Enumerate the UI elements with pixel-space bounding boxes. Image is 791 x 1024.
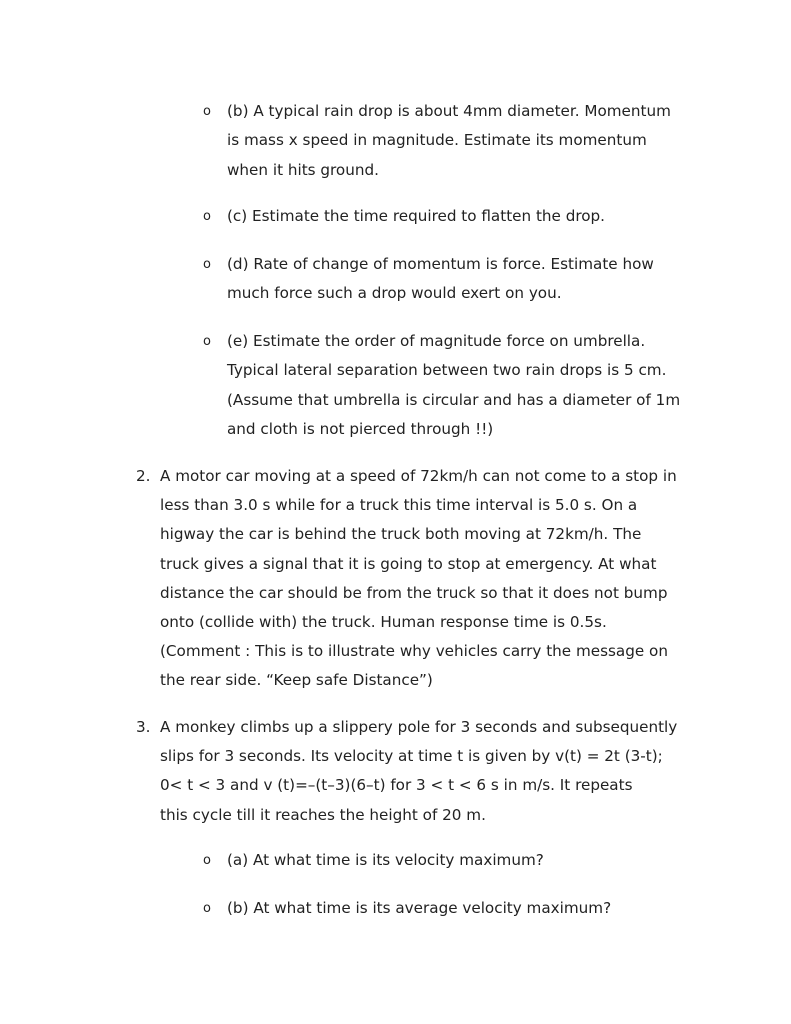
text-line: 0< t < 3 and v (t)=–(t–3)(6–t) for 3 < t < 6 s in m/s. It repeats	[160, 776, 633, 795]
text-line: much force such a drop would exert on you.	[227, 284, 562, 303]
bullet-marker: o	[203, 901, 211, 916]
text-line: (d) Rate of change of momentum is force. Estimate how	[227, 255, 654, 273]
text-line: the rear side. “Keep safe Distance”)	[160, 671, 433, 690]
q3-sub-item-b	[227, 894, 707, 923]
text-line: (b) At what time is its average velocity maximum?	[227, 899, 612, 917]
text-line: (Comment : This is to illustrate why vehicles carry the message on	[160, 642, 668, 661]
question-number: 2.	[136, 467, 151, 485]
text-line: (a) At what time is its velocity maximum?	[227, 851, 544, 869]
text-line: when it hits ground.	[227, 160, 379, 179]
text-line: slips for 3 seconds. Its velocity at time t is given by v(t) = 2t (3-t);	[160, 747, 663, 766]
bullet-marker: o	[203, 334, 211, 349]
text-line: and cloth is not pierced through !!)	[227, 420, 494, 439]
bullet-marker: o	[203, 257, 211, 272]
q3-sub-item-a	[227, 846, 707, 875]
sub-item-e-umbrella	[227, 327, 707, 445]
bullet-marker: o	[203, 104, 211, 119]
sub-item-d-force	[227, 250, 707, 309]
text-line: (b) A typical rain drop is about 4mm diameter. Momentum	[227, 102, 671, 120]
text-line: onto (collide with) the truck. Human response time is 0.5s.	[160, 613, 607, 632]
text-line: A monkey climbs up a slippery pole for 3 seconds and subsequently	[160, 718, 678, 736]
sub-item-c-flatten	[227, 202, 707, 231]
question-2-text	[160, 462, 705, 696]
text-line: truck gives a signal that it is going to stop at emergency. At what	[160, 554, 657, 573]
text-line: is mass x speed in magnitude. Estimate its momentum	[227, 131, 647, 150]
question-3-text	[160, 713, 705, 830]
text-line: higway the car is behind the truck both moving at 72km/h. The	[160, 525, 642, 544]
text-line: (e) Estimate the order of magnitude force on umbrella.	[227, 332, 646, 350]
text-line: less than 3.0 s while for a truck this time interval is 5.0 s. On a	[160, 496, 638, 515]
text-line: A motor car moving at a speed of 72km/h can not come to a stop in	[160, 467, 677, 485]
bullet-marker: o	[203, 209, 211, 224]
sub-item-b-rain-drop	[227, 97, 707, 185]
text-line: distance the car should be from the truck so that it does not bump	[160, 583, 668, 602]
text-line: (Assume that umbrella is circular and has a diameter of 1m	[227, 390, 681, 409]
text-line: this cycle till it reaches the height of 20 m.	[160, 805, 486, 824]
text-line: Typical lateral separation between two rain drops is 5 cm.	[227, 361, 667, 380]
question-number: 3.	[136, 718, 151, 736]
bullet-marker: o	[203, 853, 211, 868]
text-line: (c) Estimate the time required to flatten the drop.	[227, 207, 606, 225]
